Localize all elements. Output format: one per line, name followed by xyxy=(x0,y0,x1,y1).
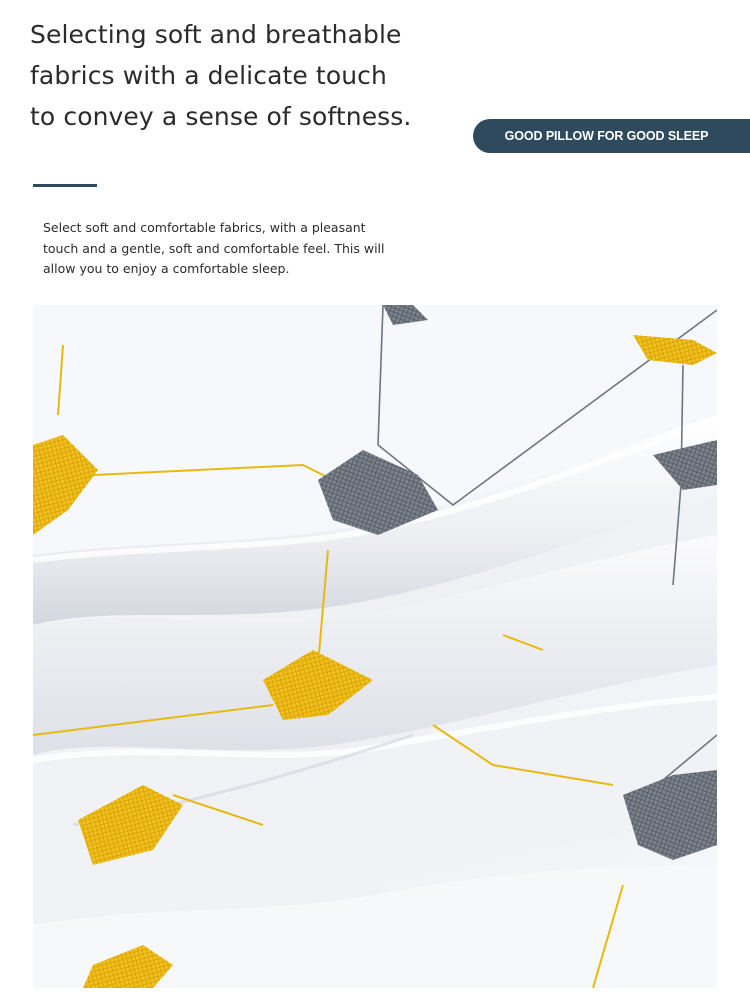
headline xyxy=(30,14,450,137)
fabric-photo xyxy=(33,305,717,988)
description-line-1: Select soft and comfortable fabrics, with a pleasant xyxy=(43,220,366,235)
description-line-2: touch and a gentle, soft and comfortable feel. This will xyxy=(43,240,385,256)
section-divider xyxy=(33,184,97,187)
fabric-photo-illustration xyxy=(33,305,717,988)
headline-line-3: to convey a sense of softness. xyxy=(30,102,412,131)
headline-line-1: Selecting soft and breathable xyxy=(30,20,402,49)
badge-label: GOOD PILLOW FOR GOOD SLEEP xyxy=(504,129,709,143)
headline-line-2: fabrics with a delicate touch xyxy=(30,61,387,90)
description-line-3: allow you to enjoy a comfortable sleep. xyxy=(43,261,290,276)
description xyxy=(43,218,403,280)
good-pillow-badge xyxy=(473,119,750,153)
